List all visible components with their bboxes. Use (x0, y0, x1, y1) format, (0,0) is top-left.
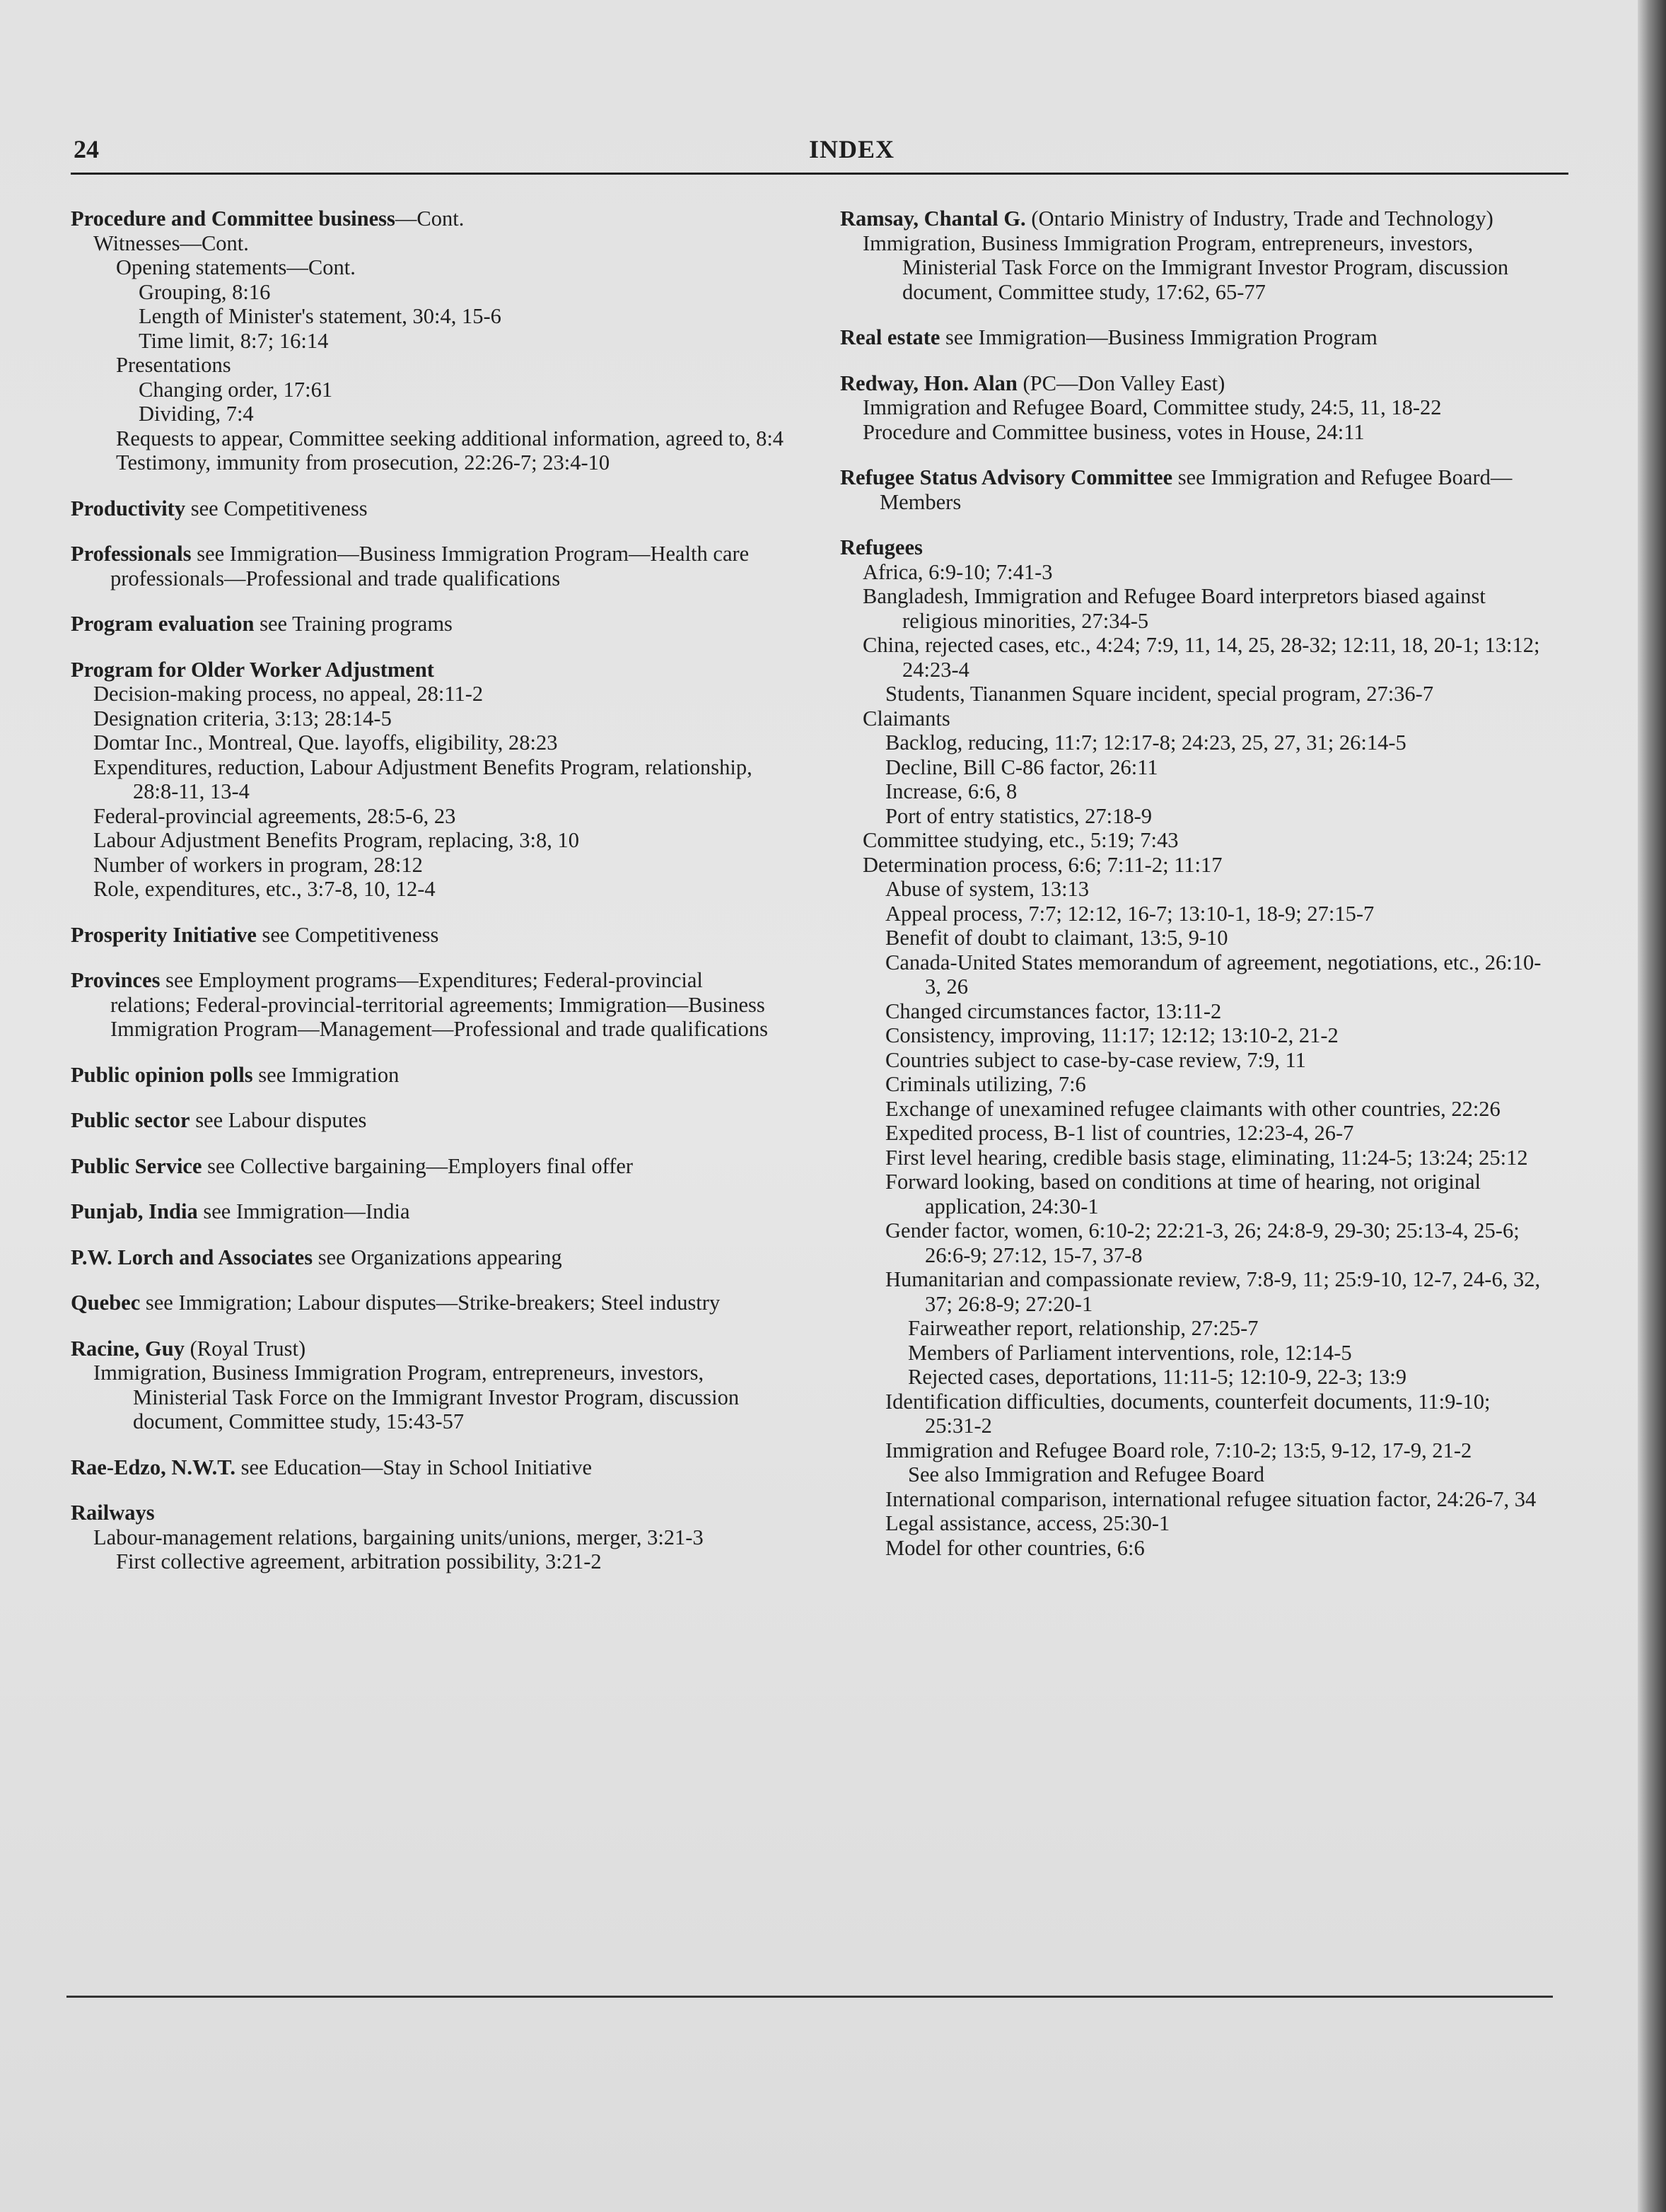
index-heading: Public sector (71, 1108, 190, 1132)
book-spine-shadow (1638, 0, 1666, 2212)
index-entry (71, 1108, 785, 1133)
index-text: China, rejected cases, etc., 4:24; 7:9, 11, 14, 25, 28-32; 12:11, 18, 20-1; 13:12; 24:23-4 (863, 633, 1540, 682)
index-heading: P.W. Lorch and Associates (71, 1245, 313, 1269)
index-subentry (116, 450, 785, 475)
index-text: Testimony, immunity from prosecution, 22:26-7; 23:4-10 (116, 450, 610, 475)
index-heading: Punjab, India (71, 1199, 198, 1223)
index-entry (840, 206, 1547, 304)
index-text: Criminals utilizing, 7:6 (885, 1072, 1086, 1096)
index-entry (840, 465, 1547, 514)
index-text: (PC—Don Valley East) (1017, 371, 1225, 395)
index-text: see Collective bargaining—Employers final offer (202, 1153, 634, 1178)
index-subentry (93, 828, 785, 853)
index-subentry (885, 1267, 1547, 1316)
index-subentry (885, 902, 1547, 926)
index-text: Role, expenditures, etc., 3:7-8, 10, 12-4 (93, 877, 436, 901)
index-subentry (885, 1390, 1547, 1438)
page-number: 24 (74, 135, 99, 163)
index-entry (71, 1199, 785, 1224)
index-text: Bangladesh, Immigration and Refugee Board interpretors biased against religious minorities, 27:34-5 (863, 584, 1486, 633)
index-heading: Railways (71, 1501, 155, 1525)
index-text: Members of Parliament interventions, role, 12:14-5 (908, 1340, 1352, 1365)
index-text: Labour Adjustment Benefits Program, replacing, 3:8, 10 (93, 828, 579, 852)
index-heading-line (71, 542, 785, 590)
index-text: Forward looking, based on conditions at time of hearing, not original application, 24:30-1 (885, 1170, 1481, 1218)
index-heading-line (840, 535, 1547, 560)
index-entry (71, 1291, 785, 1315)
header-rule (71, 173, 1568, 175)
index-subentry (93, 730, 785, 755)
index-text: See also Immigration and Refugee Board (908, 1462, 1264, 1486)
index-text: Legal assistance, access, 25:30-1 (885, 1511, 1170, 1535)
index-text: see Training programs (254, 612, 453, 636)
index-subentry (863, 560, 1547, 585)
index-text: —Cont. (395, 206, 465, 231)
index-text: Rejected cases, deportations, 11:11-5; 12:10-9, 22-3; 13:9 (908, 1365, 1407, 1389)
index-text: Immigration, Business Immigration Program, entrepreneurs, investors, Ministerial Task Force on the Immigrant Investor Program, discussion document, Committee study, 15:43-57 (93, 1361, 740, 1433)
index-subentry (116, 1549, 785, 1574)
index-subentry (863, 633, 1547, 682)
index-subentry (885, 779, 1547, 804)
index-text: Claimants (863, 706, 950, 730)
index-heading-line (71, 1063, 785, 1088)
index-subentry (93, 755, 785, 804)
index-subentry (885, 950, 1547, 999)
index-text: Procedure and Committee business, votes in House, 24:11 (863, 419, 1365, 444)
index-entry (71, 1063, 785, 1088)
index-text: Labour-management relations, bargaining units/unions, merger, 3:21-3 (93, 1525, 704, 1549)
index-text: Opening statements—Cont. (116, 255, 356, 279)
index-text: Consistency, improving, 11:17; 12:12; 13:10-2, 21-2 (885, 1023, 1339, 1047)
index-entry (71, 496, 785, 521)
index-subentry (885, 1511, 1547, 1536)
index-text: Number of workers in program, 28:12 (93, 852, 423, 877)
index-entry (840, 535, 1547, 1560)
index-subentry (885, 1487, 1547, 1512)
index-heading: Quebec (71, 1291, 141, 1315)
index-text: Identification difficulties, documents, counterfeit documents, 11:9-10; 25:31-2 (885, 1389, 1491, 1438)
index-text: Gender factor, women, 6:10-2; 22:21-3, 26; 24:8-9, 29-30; 25:13-4, 25-6; 26:6-9; 27:12, 15-7, 37-8 (885, 1218, 1520, 1267)
index-text: Increase, 6:6, 8 (885, 779, 1018, 803)
index-heading: Professionals (71, 542, 192, 566)
index-subentry (93, 853, 785, 878)
index-text: Model for other countries, 6:6 (885, 1535, 1145, 1560)
index-subentry (885, 1072, 1547, 1097)
index-subentry (885, 1048, 1547, 1073)
index-subentry (116, 353, 785, 378)
index-heading-line (71, 612, 785, 636)
index-heading: Provinces (71, 968, 161, 992)
index-text: Decision-making process, no appeal, 28:11-2 (93, 682, 484, 706)
index-text: see Organizations appearing (313, 1245, 562, 1269)
index-subentry (885, 1023, 1547, 1048)
index-heading-line (71, 1291, 785, 1315)
index-heading-line (71, 968, 785, 1042)
index-text: Fairweather report, relationship, 27:25-7 (908, 1316, 1259, 1340)
index-heading-line (71, 496, 785, 521)
index-subentry (93, 706, 785, 731)
index-heading-line (71, 658, 785, 682)
index-heading-line (71, 206, 785, 231)
index-text: Length of Minister's statement, 30:4, 15-6 (139, 304, 501, 328)
index-entry (71, 1154, 785, 1179)
index-text: Humanitarian and compassionate review, 7:8-9, 11; 25:9-10, 12-7, 24-6, 32, 37; 26:8-9; 27:20-1 (885, 1267, 1541, 1316)
index-text: Immigration, Business Immigration Program, entrepreneurs, investors, Ministerial Task Force on the Immigrant Investor Program, discussion document, Committee study, 17:62, 65-77 (863, 231, 1509, 304)
index-text: see Immigration; Labour disputes—Strike-breakers; Steel industry (140, 1291, 721, 1315)
index-text: Decline, Bill C-86 factor, 26:11 (885, 755, 1158, 779)
index-subentry (116, 426, 785, 451)
footer-rule (66, 1996, 1553, 1998)
index-subentry (885, 730, 1547, 755)
index-subentry (885, 755, 1547, 780)
index-text: Presentations (116, 353, 231, 377)
index-text: Canada-United States memorandum of agreement, negotiations, etc., 26:10-3, 26 (885, 950, 1542, 999)
index-text: see Competitiveness (185, 496, 368, 520)
index-heading: Racine, Guy (71, 1336, 185, 1361)
index-text: Determination process, 6:6; 7:11-2; 11:17 (863, 852, 1223, 877)
running-head: INDEX (809, 135, 895, 163)
index-text: Committee studying, etc., 5:19; 7:43 (863, 828, 1179, 852)
index-text: Immigration and Refugee Board, Committee study, 24:5, 11, 18-22 (863, 395, 1442, 419)
index-heading-line (71, 1154, 785, 1179)
index-text: International comparison, international refugee situation factor, 24:26-7, 34 (885, 1486, 1537, 1511)
index-text: see Immigration—Business Immigration Program (940, 325, 1377, 349)
index-text: Port of entry statistics, 27:18-9 (885, 803, 1152, 828)
index-subentry (908, 1462, 1547, 1487)
index-heading-line (71, 1245, 785, 1270)
index-subentry (885, 1146, 1547, 1170)
index-text: Exchange of unexamined refugee claimants with other countries, 22:26 (885, 1096, 1501, 1121)
index-entry (71, 1455, 785, 1480)
index-subentry (139, 304, 785, 329)
index-heading: Productivity (71, 496, 186, 520)
index-heading: Refugees (840, 535, 923, 559)
index-heading-line (71, 923, 785, 948)
index-entry (71, 1337, 785, 1434)
index-heading: Program evaluation (71, 612, 255, 636)
index-text: Grouping, 8:16 (139, 279, 271, 304)
index-subentry (863, 420, 1547, 445)
index-text: see Education—Stay in School Initiative (235, 1455, 592, 1479)
index-text: see Immigration and Refugee Board—Members (880, 465, 1513, 514)
index-subentry (885, 804, 1547, 829)
index-entry (71, 206, 785, 475)
index-text: Abuse of system, 13:13 (885, 877, 1090, 901)
index-subentry (863, 706, 1547, 731)
index-heading: Public opinion polls (71, 1062, 253, 1087)
index-heading-line (71, 1108, 785, 1133)
index-heading-line (71, 1455, 785, 1480)
index-heading: Ramsay, Chantal G. (840, 206, 1026, 231)
index-subentry (885, 1097, 1547, 1122)
index-text: Students, Tiananmen Square incident, special program, 27:36-7 (885, 682, 1434, 706)
index-entry (71, 1245, 785, 1270)
index-subentry (863, 584, 1547, 633)
index-subentry (863, 395, 1547, 420)
index-heading-line (840, 371, 1547, 396)
index-heading: Prosperity Initiative (71, 922, 257, 947)
index-heading-line (71, 1501, 785, 1525)
index-text: see Immigration—Business Immigration Program—Health care professionals—Professional and trade qualifications (110, 542, 750, 590)
index-text: Immigration and Refugee Board role, 7:10-2; 13:5, 9-12, 17-9, 21-2 (885, 1438, 1472, 1462)
index-text: Witnesses—Cont. (93, 231, 249, 255)
index-text: Time limit, 8:7; 16:14 (139, 328, 329, 353)
index-subentry (93, 231, 785, 256)
index-text: Countries subject to case-by-case review, 7:9, 11 (885, 1047, 1306, 1072)
index-subentry (908, 1341, 1547, 1366)
index-subentry (93, 877, 785, 902)
index-subentry (139, 329, 785, 354)
index-subentry (885, 877, 1547, 902)
index-text: Africa, 6:9-10; 7:41-3 (863, 559, 1053, 584)
index-entry (71, 968, 785, 1042)
index-subentry (885, 1121, 1547, 1146)
index-heading: Program for Older Worker Adjustment (71, 657, 434, 682)
index-text: Expedited process, B-1 list of countries, 12:23-4, 26-7 (885, 1121, 1354, 1145)
index-subentry (139, 402, 785, 426)
index-entry (840, 325, 1547, 350)
index-text: see Immigration—India (197, 1199, 410, 1223)
index-heading-line (71, 1199, 785, 1224)
index-heading: Redway, Hon. Alan (840, 371, 1018, 395)
index-text: Domtar Inc., Montreal, Que. layoffs, eligibility, 28:23 (93, 730, 558, 755)
index-subentry (885, 1438, 1547, 1463)
index-text: see Employment programs—Expenditures; Federal-provincial relations; Federal-provincial-territorial agreements; Immigration—Business Immigration Program—Management—Professional and trade qualifications (110, 968, 769, 1041)
index-subentry (116, 255, 785, 280)
index-heading: Rae-Edzo, N.W.T. (71, 1455, 235, 1479)
index-heading: Procedure and Committee business (71, 206, 395, 231)
index-subentry (885, 1218, 1547, 1267)
index-heading-line (71, 1337, 785, 1361)
index-text: Expenditures, reduction, Labour Adjustment Benefits Program, relationship, 28:8-11, 13-4 (93, 755, 752, 803)
index-subentry (139, 378, 785, 402)
index-text: First collective agreement, arbitration possibility, 3:21-2 (116, 1549, 602, 1573)
index-subentry (863, 828, 1547, 853)
index-subentry (863, 231, 1547, 305)
index-text: see Labour disputes (190, 1108, 367, 1132)
index-text: Requests to appear, Committee seeking additional information, agreed to, 8:4 (116, 426, 784, 450)
index-subentry (93, 682, 785, 706)
index-text: Designation criteria, 3:13; 28:14-5 (93, 706, 392, 730)
index-subentry (139, 280, 785, 305)
index-text: (Ontario Ministry of Industry, Trade and Technology) (1025, 206, 1493, 231)
index-subentry (885, 926, 1547, 950)
index-entry (71, 658, 785, 902)
index-subentry (93, 804, 785, 829)
index-text: see Immigration (252, 1062, 400, 1087)
index-subentry (93, 1361, 785, 1434)
index-heading-line (840, 325, 1547, 350)
index-text: Appeal process, 7:7; 12:12, 16-7; 13:10-1, 18-9; 27:15-7 (885, 901, 1375, 926)
page-header (74, 134, 1567, 174)
index-text: see Competitiveness (256, 922, 439, 947)
index-heading-line (840, 465, 1547, 514)
index-entry (71, 542, 785, 590)
index-heading-line (840, 206, 1547, 231)
index-text: Backlog, reducing, 11:7; 12:17-8; 24:23, 25, 27, 31; 26:14-5 (885, 730, 1406, 755)
index-column-left (71, 206, 785, 1595)
index-text: Dividing, 7:4 (139, 402, 254, 426)
index-entry (71, 1501, 785, 1574)
index-entry (840, 371, 1547, 445)
index-subentry (908, 1365, 1547, 1390)
index-text: Changed circumstances factor, 13:11-2 (885, 999, 1222, 1023)
index-text: (Royal Trust) (184, 1336, 306, 1361)
index-heading: Refugee Status Advisory Committee (840, 465, 1173, 489)
index-subentry (908, 1316, 1547, 1341)
index-entry (71, 923, 785, 948)
index-subentry (885, 1170, 1547, 1218)
index-heading: Public Service (71, 1153, 202, 1178)
index-entry (71, 612, 785, 636)
index-subentry (885, 1536, 1547, 1561)
index-text: Changing order, 17:61 (139, 377, 333, 402)
index-text: Federal-provincial agreements, 28:5-6, 23 (93, 803, 456, 828)
index-column-right (840, 206, 1547, 1581)
index-subentry (885, 682, 1547, 706)
index-heading: Real estate (840, 325, 940, 349)
index-text: First level hearing, credible basis stage, eliminating, 11:24-5; 13:24; 25:12 (885, 1145, 1528, 1170)
index-subentry (93, 1525, 785, 1550)
index-subentry (863, 853, 1547, 878)
index-subentry (885, 999, 1547, 1024)
index-text: Benefit of doubt to claimant, 13:5, 9-10 (885, 926, 1228, 950)
